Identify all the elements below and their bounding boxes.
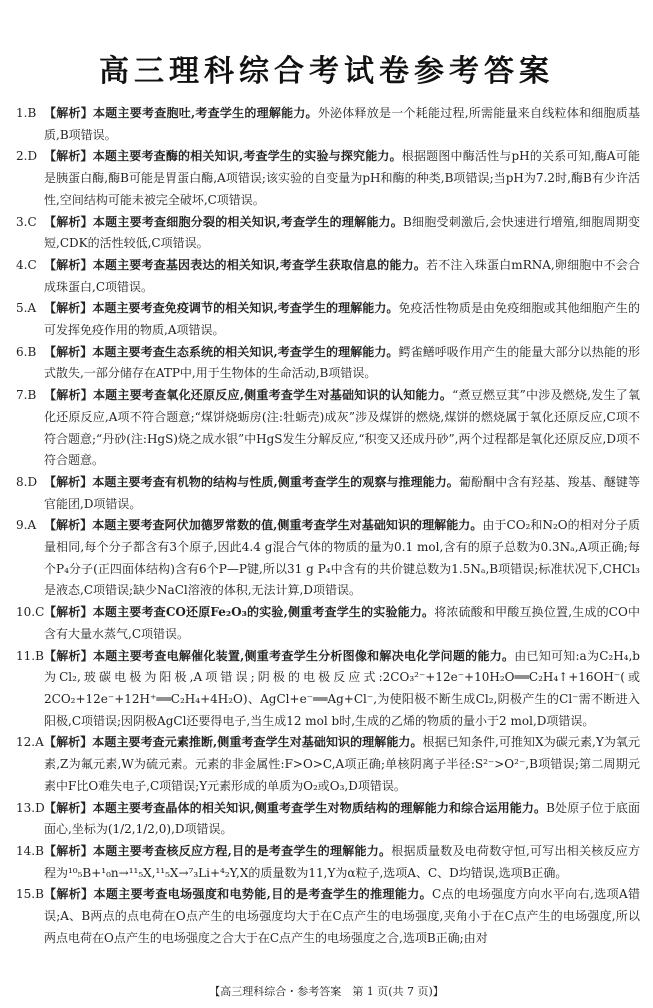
analysis-text: 根据质量数及电荷数守恒,可写出相关核反应方程为¹⁰₅B+¹₀n→¹¹₅X,¹¹₅X→⁷₃Li+⁴₂Y,X的质量数为11,Y为α粒子,选项A、C、D均错误,选项B正确。 — [44, 843, 640, 880]
answer-number: 13.D — [16, 800, 45, 815]
analysis-summary: 本题主要考查电解催化装置,侧重考查学生分析图像和解决电化学问题的能力。 — [93, 648, 515, 663]
analysis-text: C点的电场强度方向水平向右,选项A错误;A、B两点的点电荷在O点产生的电场强度均大于在C点产生的电场强度,夹角小于在C点产生的电场强度,所以两点电荷在O点产生的电场强度之合大于在C点产生的电场强度之合,选项B正确;由对 — [44, 887, 640, 945]
answer-number: 2.D — [16, 149, 38, 164]
answer-item — [16, 884, 640, 949]
answer-explanation — [44, 515, 640, 602]
analysis-tag: 【解析】 — [44, 257, 93, 272]
answer-item — [16, 255, 640, 298]
answer-number: 3.C — [16, 214, 37, 229]
answer-item — [16, 103, 640, 146]
analysis-summary: 本题主要考查核反应方程,目的是考查学生的理解能力。 — [92, 843, 392, 858]
answer-number: 7.B — [16, 388, 37, 403]
analysis-tag: 【解析】 — [44, 106, 93, 120]
answer-explanation — [44, 146, 640, 211]
answer-number: 11.B — [16, 648, 44, 663]
answer-explanation — [44, 732, 640, 797]
analysis-text: 根据题图中酶活性与pH的关系可知,酶A可能是胰蛋白酶,酶B可能是胃蛋白酶,A项错误;该实验的自变量为pH和酶的种类,B项错误;当pH为7.2时,酶B有少许活性,空间结构可能未被完全破坏,C项错误。 — [44, 149, 640, 207]
analysis-text: 将浓硫酸和甲酸互换位置,生成的CO中含有大量水蒸气,C项错误。 — [44, 605, 640, 641]
analysis-tag: 【解析】 — [44, 735, 93, 750]
analysis-summary: 本题主要考查CO还原Fe₂O₃的实验,侧重考查学生的实验能力。 — [92, 605, 435, 620]
answer-item — [16, 798, 640, 841]
answer-item — [16, 342, 640, 385]
answer-number: 14.B — [16, 843, 44, 858]
answer-explanation — [44, 298, 640, 341]
analysis-summary: 本题主要考查酶的相关知识,考查学生的实验与探究能力。 — [92, 149, 402, 164]
analysis-tag: 【解析】 — [44, 388, 93, 403]
answer-item — [16, 646, 640, 733]
answer-number: 6.B — [16, 344, 37, 359]
analysis-text: “煮豆燃豆萁”中涉及燃烧,发生了氧化还原反应,A项不符合题意;“煤饼烧蛎房(注:牡蛎壳)成灰”涉及煤饼的燃烧,煤饼的燃烧属于氧化还原反应,C项不符合题意;“丹砂(注:HgS)烧之成水银”中HgS发生分解反应,“积变又还成丹砂”,两个过程都是氧化还原反应,D项不符合题意。 — [44, 388, 640, 468]
answer-explanation — [44, 212, 640, 255]
analysis-summary: 本题主要考查有机物的结构与性质,侧重考查学生的观察与推理能力。 — [92, 474, 459, 489]
analysis-text: 根据已知条件,可推知X为碳元素,Y为氧元素,Z为氟元素,W为硫元素。元素的非金属性:F>O>C,A项正确;单核阴离子半径:S²⁻>O²⁻,B项错误;第二周期元素中F比O难失电子,C项错误;Y元素形成的单质为O₂或O₃,D项错误。 — [44, 735, 640, 793]
answer-item — [16, 385, 640, 472]
analysis-tag: 【解析】 — [44, 887, 94, 902]
analysis-tag: 【解析】 — [44, 149, 93, 164]
analysis-summary: 本题主要考查电场强度和电势能,目的是考查学生的推理能力。 — [93, 887, 433, 902]
analysis-text: 鳄雀鳝呼吸作用产生的能量大部分以热能的形式散失,一部分储存在ATP中,用于生物体的生命活动,B项错误。 — [44, 344, 640, 381]
answer-explanation — [44, 255, 640, 298]
analysis-text: 免疫活性物质是由免疫细胞或其他细胞产生的可发挥免疫作用的物质,A项错误。 — [44, 301, 640, 338]
analysis-text: B细胞受刺激后,会快速进行增殖,细胞周期变短,CDK的活性较低,C项错误。 — [44, 214, 641, 251]
page-footer: 【高三理科综合・参考答案 第 1 页(共 7 页)】 — [209, 985, 444, 998]
answer-list — [16, 103, 640, 949]
answer-number: 5.A — [16, 301, 37, 316]
answer-explanation — [44, 841, 640, 884]
answer-item — [16, 298, 640, 341]
analysis-summary: 本题主要考查阿伏加德罗常数的值,侧重考查学生对基础知识的理解能力。 — [92, 518, 483, 533]
answer-number: 4.C — [16, 257, 37, 272]
analysis-tag: 【解析】 — [44, 648, 94, 663]
answer-explanation — [44, 342, 640, 385]
answer-item — [16, 472, 640, 515]
answer-explanation — [44, 602, 640, 645]
analysis-summary: 本题主要考查细胞分裂的相关知识,考查学生的理解能力。 — [92, 214, 404, 229]
analysis-tag: 【解析】 — [44, 800, 93, 815]
analysis-summary: 本题主要考查晶体的相关知识,侧重考查学生对物质结构的理解能力和综合运用能力。 — [92, 800, 547, 815]
analysis-tag: 【解析】 — [44, 344, 93, 359]
analysis-summary: 本题主要考查生态系统的相关知识,考查学生的理解能力。 — [92, 344, 399, 359]
answer-number: 8.D — [16, 474, 38, 489]
answer-explanation — [44, 798, 640, 841]
answer-number: 10.C — [16, 605, 45, 620]
answer-explanation — [44, 385, 640, 472]
analysis-summary: 本题主要考查元素推断,侧重考查学生对基础知识的理解能力。 — [92, 735, 423, 750]
analysis-summary: 本题主要考查氧化还原反应,侧重考查学生对基础知识的认知能力。 — [92, 388, 453, 403]
page-title: 高三理科综合考试卷参考答案 — [99, 54, 554, 89]
analysis-tag: 【解析】 — [44, 474, 93, 489]
answer-explanation — [44, 646, 640, 733]
analysis-text: 由已知可知:a为C₂H₄,b为Cl₂,玻碳电极为阳极,A项错误;阴极的电极反应式:2CO₃²⁻+12e⁻+10H₂O══C₂H₄↑+16OH⁻(或2CO₂+12e⁻+12H⁺══C₂H₄+4H₂O)、AgCl+e⁻══Ag+Cl⁻,为使阳极不断生成Cl₂,阴极产生的Cl⁻需不断进入阳极,C项错误;因阴极AgCl还要得电子,当生成12 mol b时,生成的乙烯的物质的量小于2 mol,D项错误。 — [44, 648, 640, 728]
analysis-summary: 本题主要考查免疫调节的相关知识,考查学生的理解能力。 — [92, 301, 399, 316]
answer-explanation — [44, 884, 640, 949]
analysis-tag: 【解析】 — [44, 518, 93, 533]
answer-number: 15.B — [16, 887, 44, 902]
analysis-tag: 【解析】 — [44, 301, 93, 316]
analysis-summary: 本题主要考查基因表达的相关知识,考查学生获取信息的能力。 — [92, 257, 427, 272]
analysis-tag: 【解析】 — [44, 214, 93, 229]
answer-number: 1.B — [16, 106, 37, 120]
answer-number: 12.A — [16, 735, 44, 750]
analysis-summary: 本题主要考查胞吐,考查学生的理解能力。 — [92, 106, 318, 120]
analysis-text: 由于CO₂和N₂O的相对分子质量相同,每个分子都含有3个原子,因此4.4 g混合气体的物质的量为0.1 mol,含有的原子总数为0.3Nₐ,A项正确;每个P₄分子(正四面体结构)含有6个P—P键,所以31 g P₄中含有的共价键总数为1.5Nₐ,B项错误;标准状况下,CHCl₃是液态,C项错误;缺少NaCl溶液的体积,无法计算,D项错误。 — [44, 518, 640, 598]
analysis-text: 葡酚酮中含有羟基、羧基、醚键等官能团,D项错误。 — [44, 474, 640, 511]
analysis-text: B处原子位于底面面心,坐标为(1/2,1/2,0),D项错误。 — [44, 800, 640, 837]
analysis-text: 若不注入珠蛋白mRNA,卵细胞中不会合成珠蛋白,C项错误。 — [44, 257, 640, 294]
answer-item — [16, 212, 640, 255]
answer-explanation — [44, 472, 640, 515]
analysis-text: 外泌体释放是一个耗能过程,所需能量来自线粒体和细胞质基质,B项错误。 — [44, 106, 640, 142]
answer-explanation — [44, 103, 640, 146]
answer-item — [16, 515, 640, 602]
analysis-tag: 【解析】 — [44, 843, 93, 858]
answer-item — [16, 841, 640, 884]
analysis-tag: 【解析】 — [44, 605, 93, 620]
answer-item — [16, 602, 640, 645]
answer-item — [16, 146, 640, 211]
answer-item — [16, 732, 640, 797]
answer-number: 9.A — [16, 518, 37, 533]
